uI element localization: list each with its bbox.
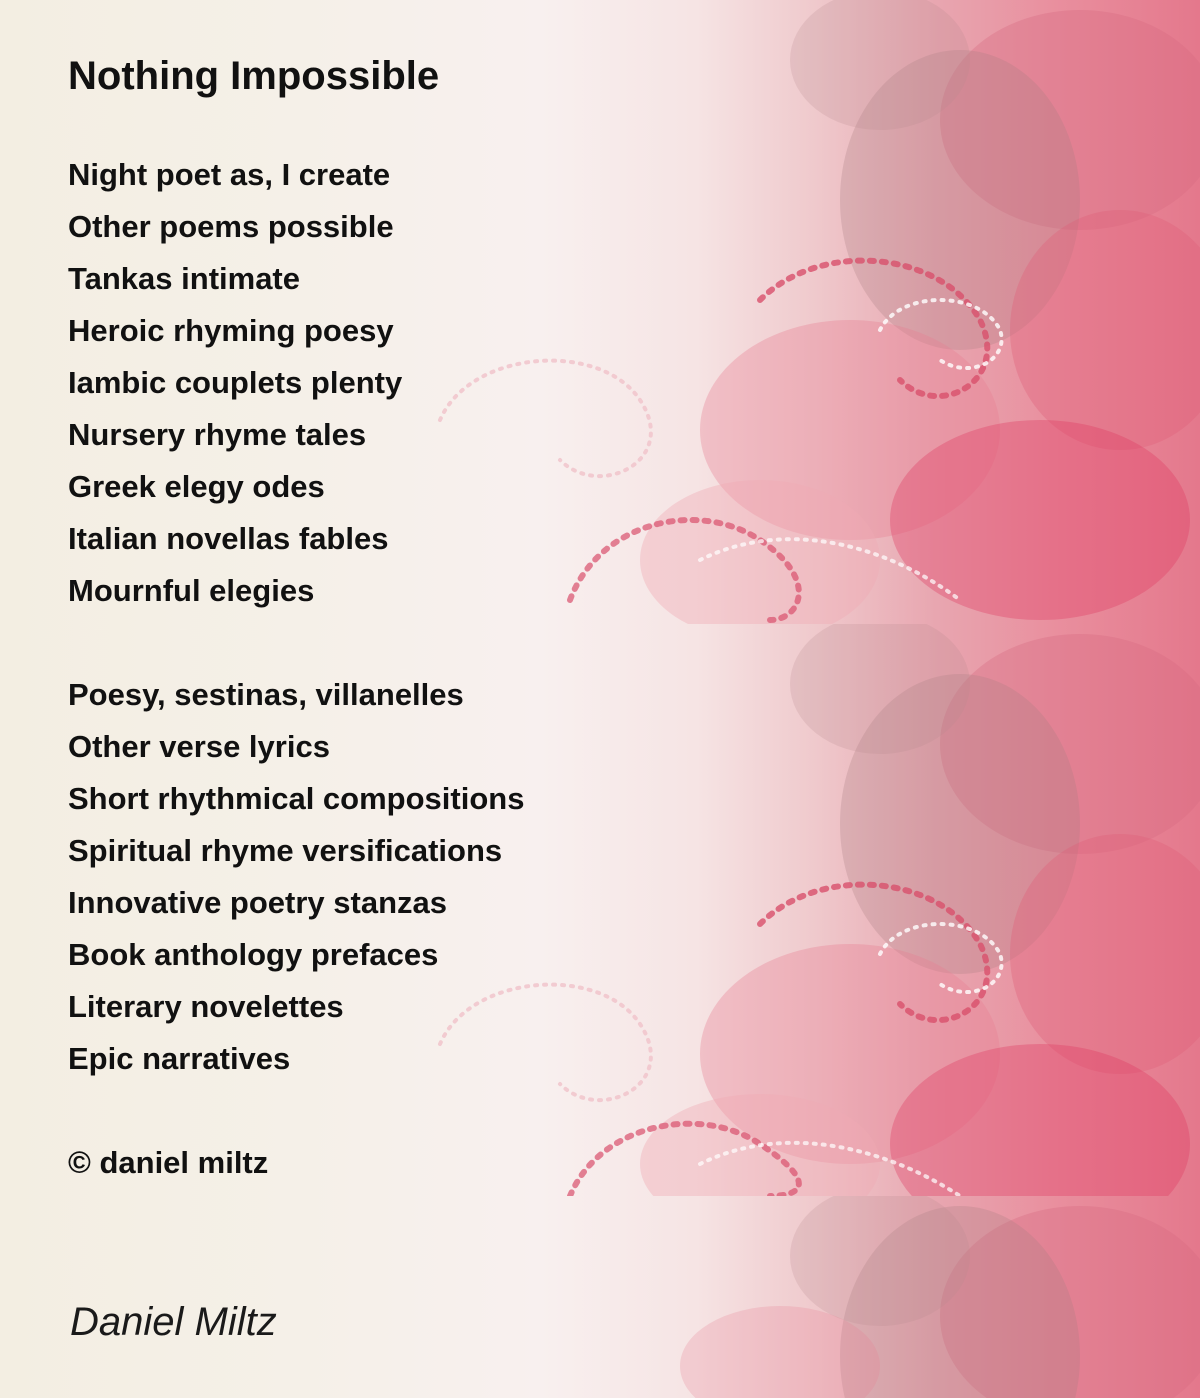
poem-line: Tankas intimate: [68, 261, 301, 296]
poem-line: Iambic couplets plenty: [68, 365, 403, 400]
poem-line: Italian novellas fables: [68, 521, 389, 556]
poem-line: Other poems possible: [68, 209, 394, 244]
poem-line: Greek elegy odes: [68, 469, 325, 504]
poem-line: Spiritual rhyme versifications: [68, 833, 503, 868]
stanza: [68, 669, 524, 1085]
floral-background-band: [0, 1196, 1200, 1398]
poem-line: Book anthology prefaces: [68, 937, 439, 972]
poem-line: Other verse lyrics: [68, 729, 330, 764]
author-name: Daniel Miltz: [70, 1300, 277, 1344]
copyright-notice: © daniel miltz: [68, 1145, 269, 1180]
poem-line: Night poet as, I create: [68, 157, 391, 192]
poem-line: Innovative poetry stanzas: [68, 885, 448, 920]
floral-pattern: [0, 1196, 1200, 1398]
poem-line: Heroic rhyming poesy: [68, 313, 394, 348]
poem-line: Epic narratives: [68, 1041, 291, 1076]
stanza: [68, 149, 402, 617]
poem-line: Nursery rhyme tales: [68, 417, 367, 452]
poem-title: Nothing Impossible: [68, 54, 440, 98]
poem-line: Short rhythmical compositions: [68, 781, 525, 816]
poem-line: Poesy, sestinas, villanelles: [68, 677, 464, 712]
poem-line: Literary novelettes: [68, 989, 344, 1024]
poem-line: Mournful elegies: [68, 573, 315, 608]
